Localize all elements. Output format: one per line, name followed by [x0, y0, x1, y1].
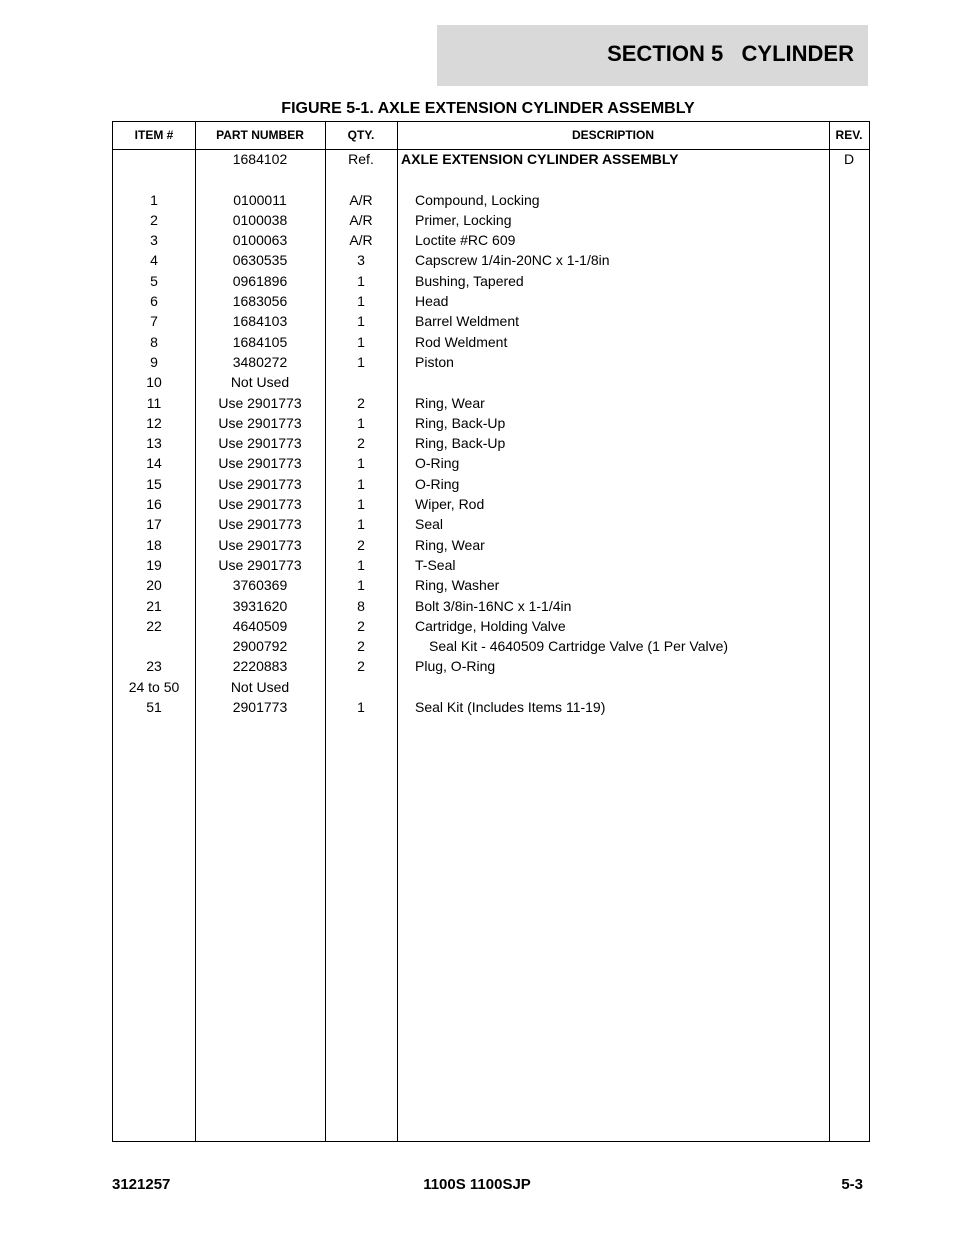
item-cell: 6 [150, 293, 158, 310]
table-row [113, 250, 869, 270]
item-cell: 3 [150, 232, 158, 249]
header-part-number: PART NUMBER [216, 128, 304, 142]
part-number-cell: Use 2901773 [218, 536, 302, 553]
part-number-cell: Not Used [230, 374, 290, 391]
part-number-cell: 1684103 [232, 313, 288, 330]
item-cell: 13 [146, 435, 162, 452]
qty-cell: 1 [357, 455, 365, 472]
item-cell: 22 [146, 617, 162, 634]
part-number-cell: 0100038 [232, 211, 288, 228]
description-cell: Ring, Wear [415, 394, 485, 411]
description-cell: Ring, Back-Up [415, 414, 506, 431]
table-row [113, 677, 869, 697]
qty-cell: 2 [357, 435, 365, 452]
table-row [113, 311, 869, 331]
table-row [113, 230, 869, 250]
table-row [113, 149, 869, 169]
qty-cell: 1 [357, 414, 365, 431]
table-row [113, 535, 869, 555]
description-cell: O-Ring [415, 475, 460, 492]
table-row [113, 656, 869, 676]
rev-cell: D [843, 151, 855, 167]
table-row [113, 616, 869, 636]
section-title: SECTION 5 CYLINDER [607, 41, 854, 66]
item-cell: 4 [150, 252, 158, 269]
table-row [113, 291, 869, 311]
header-qty: QTY. [347, 128, 375, 142]
table-row [113, 555, 869, 575]
item-cell: 18 [146, 536, 162, 553]
table-row [113, 332, 869, 352]
table-row [113, 596, 869, 616]
table-body [113, 149, 869, 717]
qty-cell: A/R [349, 191, 373, 208]
description-cell: AXLE EXTENSION CYLINDER ASSEMBLY [401, 151, 679, 167]
qty-cell: A/R [349, 211, 373, 228]
footer-doc-number: 3121257 [112, 1176, 171, 1193]
qty-cell: 2 [357, 394, 365, 411]
description-cell: Loctite #RC 609 [415, 232, 516, 249]
item-cell: 11 [146, 394, 162, 411]
table-row [113, 697, 869, 717]
qty-cell: 1 [357, 516, 365, 533]
part-number-cell: Not Used [230, 678, 290, 695]
qty-cell: 1 [357, 353, 365, 370]
header-rev: REV. [835, 128, 863, 142]
qty-cell: 2 [357, 617, 365, 634]
item-cell: 21 [146, 597, 162, 614]
part-number-cell: 1684102 [232, 151, 288, 167]
section-banner [437, 25, 868, 86]
table-row [113, 433, 869, 453]
item-cell: 16 [146, 496, 162, 513]
table-row [113, 190, 869, 210]
part-number-cell: 2900792 [232, 638, 288, 655]
description-cell: Ring, Washer [415, 577, 500, 594]
description-cell: Seal [415, 516, 444, 533]
figure-title: FIGURE 5-1. AXLE EXTENSION CYLINDER ASSEMBLY [281, 100, 695, 117]
description-cell: O-Ring [415, 455, 460, 472]
item-cell: 8 [150, 333, 158, 350]
qty-cell: 1 [357, 699, 365, 716]
part-number-cell: 0100063 [232, 232, 288, 249]
item-cell: 51 [146, 699, 162, 716]
qty-cell: 1 [357, 293, 365, 310]
item-cell: 5 [150, 272, 158, 289]
qty-cell: 1 [357, 496, 365, 513]
part-number-cell: 1684105 [232, 333, 288, 350]
table-row [113, 393, 869, 413]
part-number-cell: 1683056 [232, 293, 288, 310]
table-row [113, 169, 869, 189]
item-cell: 12 [146, 414, 162, 431]
description-cell: Primer, Locking [415, 211, 512, 228]
description-cell: Seal Kit (Includes Items 11-19) [415, 699, 606, 716]
description-cell: Bolt 3/8in-16NC x 1-1/4in [415, 597, 572, 614]
header-description: DESCRIPTION [571, 128, 654, 142]
item-cell: 9 [150, 353, 158, 370]
item-cell: 2 [150, 211, 158, 228]
footer-model: 1100S 1100SJP [423, 1176, 531, 1193]
qty-cell: Ref. [348, 151, 374, 167]
item-cell: 20 [146, 577, 162, 594]
part-number-cell: Use 2901773 [218, 414, 302, 431]
table-row [113, 636, 869, 656]
qty-cell: 1 [357, 475, 365, 492]
qty-cell: 2 [357, 536, 365, 553]
qty-cell: 2 [357, 638, 365, 655]
item-cell: 1 [150, 191, 158, 208]
item-cell: 10 [146, 374, 162, 391]
qty-cell: 1 [357, 272, 365, 289]
table-row [113, 453, 869, 473]
description-cell: Bushing, Tapered [415, 272, 524, 289]
part-number-cell: 3760369 [232, 577, 288, 594]
part-number-cell: Use 2901773 [218, 475, 302, 492]
part-number-cell: Use 2901773 [218, 394, 302, 411]
part-number-cell: 3931620 [232, 597, 288, 614]
footer-page-number: 5-3 [841, 1176, 863, 1193]
table-row [113, 494, 869, 514]
parts-table [112, 121, 870, 1142]
qty-cell: 1 [357, 333, 365, 350]
part-number-cell: 0630535 [232, 252, 288, 269]
table-row [113, 372, 869, 392]
part-number-cell: 4640509 [232, 617, 288, 634]
part-number-cell: Use 2901773 [218, 496, 302, 513]
table-row [113, 210, 869, 230]
qty-cell: A/R [349, 232, 373, 249]
description-cell: Rod Weldment [415, 333, 508, 350]
description-cell: Barrel Weldment [415, 313, 520, 330]
description-cell: Compound, Locking [415, 191, 540, 208]
part-number-cell: 2220883 [232, 658, 288, 675]
part-number-cell: Use 2901773 [218, 455, 302, 472]
qty-cell: 1 [357, 556, 365, 573]
qty-cell: 8 [357, 597, 365, 614]
description-cell: Ring, Wear [415, 536, 485, 553]
description-cell: Seal Kit - 4640509 Cartridge Valve (1 Per Valve) [429, 638, 729, 655]
description-cell: Ring, Back-Up [415, 435, 506, 452]
item-cell: 7 [150, 313, 158, 330]
table-row [113, 352, 869, 372]
header-item: ITEM # [134, 128, 174, 142]
description-cell: Plug, O-Ring [415, 658, 496, 675]
item-cell: 19 [146, 556, 162, 573]
table-row [113, 474, 869, 494]
part-number-cell: 0961896 [232, 272, 288, 289]
part-number-cell: Use 2901773 [218, 556, 302, 573]
description-cell: T-Seal [415, 556, 456, 573]
table-row [113, 271, 869, 291]
part-number-cell: 0100011 [233, 191, 287, 208]
qty-cell: 1 [357, 577, 365, 594]
item-cell: 23 [146, 658, 162, 675]
part-number-cell: 3480272 [232, 353, 288, 370]
qty-cell: 3 [357, 252, 365, 269]
part-number-cell: 2901773 [232, 699, 288, 716]
part-number-cell: Use 2901773 [218, 435, 302, 452]
table-row [113, 575, 869, 595]
description-cell: Head [415, 293, 449, 310]
qty-cell: 1 [357, 313, 365, 330]
item-cell: 17 [146, 516, 162, 533]
part-number-cell: Use 2901773 [218, 516, 302, 533]
description-cell: Cartridge, Holding Valve [415, 617, 566, 634]
description-cell: Capscrew 1/4in-20NC x 1-1/8in [415, 252, 610, 269]
qty-cell: 2 [357, 658, 365, 675]
description-cell: Piston [415, 353, 454, 370]
item-cell: 15 [146, 475, 162, 492]
item-cell: 14 [146, 455, 162, 472]
table-row [113, 514, 869, 534]
table-row [113, 413, 869, 433]
item-cell: 24 to 50 [128, 678, 180, 695]
description-cell: Wiper, Rod [415, 496, 485, 513]
